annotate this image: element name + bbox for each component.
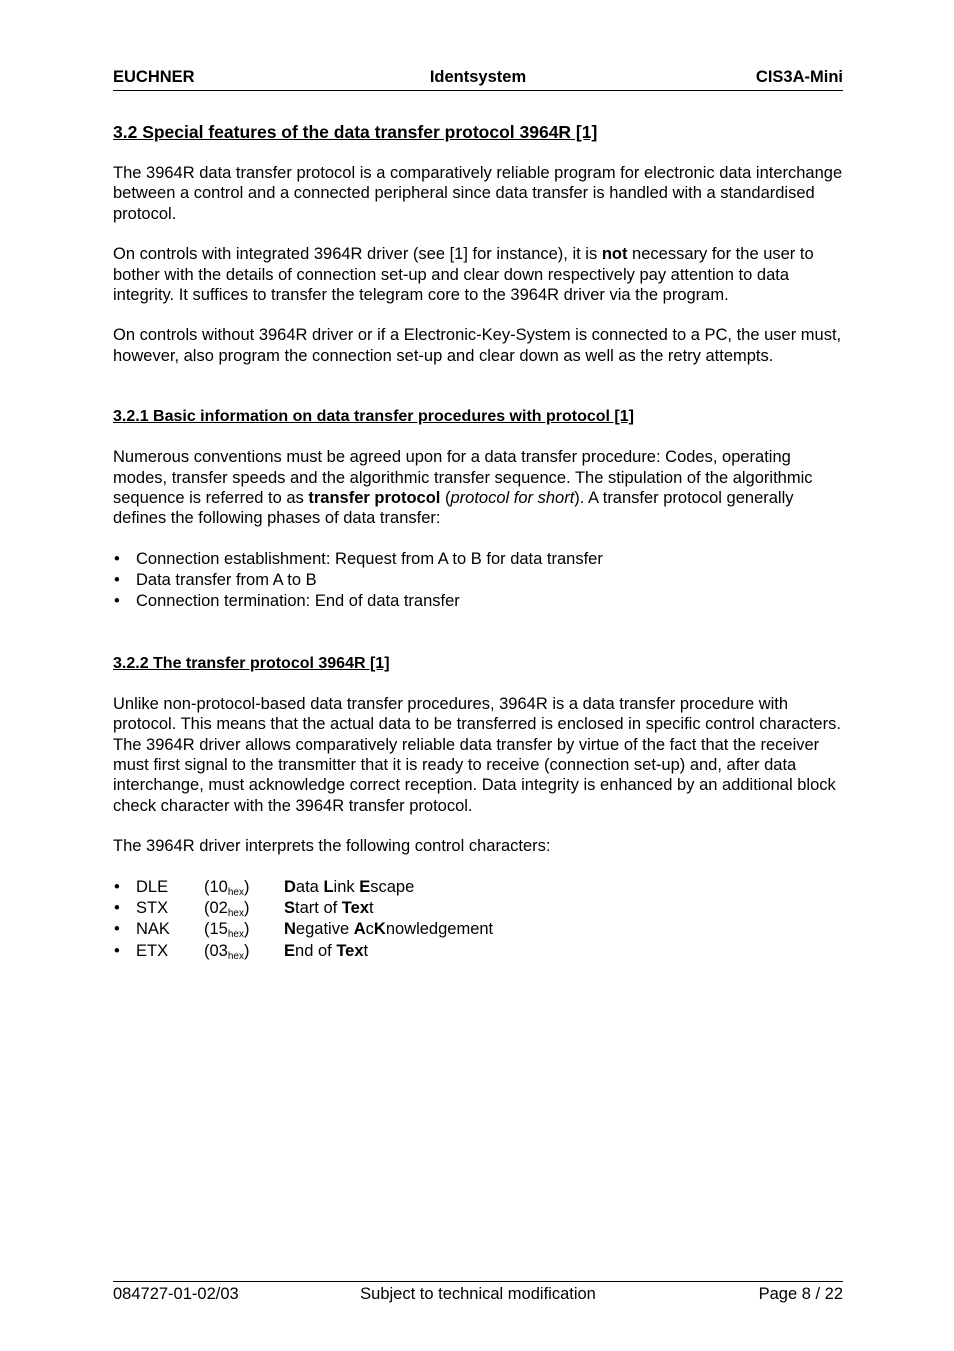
bold-letter: x — [359, 898, 370, 917]
subsection-2-paragraph-1: Unlike non-protocol-based data transfer procedures, 3964R is a data transfer procedure with protocol. This means that the actual data to be transferred is enclosed in specific control characters. The 3964R driver allows comparatively reliable data transfer by virtue of the fact that the receiver must first signal to the transmitter that it is ready to receive (connection set-up) and, after data interchange, must acknowledge correct reception. Data integrity is enhanced by an additional block check character with the 3964R transfer protocol. — [113, 694, 841, 815]
code-text: (10 — [204, 877, 228, 896]
bold-letter: x — [354, 941, 364, 960]
code-close: ) — [243, 941, 250, 960]
control-abbr: DLE — [136, 877, 169, 896]
text-span: Numerous conventions must be agreed upon for a data transfer procedure: Codes, operating modes, transfer speeds and the algorithmic transfer sequence. The stipulation of the algorithmic sequence is referred to as — [113, 448, 813, 508]
bold-letter: L — [323, 877, 334, 896]
header-product-line: Identsystem — [429, 68, 527, 86]
bold-letter: S — [284, 898, 296, 917]
bold-letter: N — [284, 920, 296, 939]
italic-text: protocol for short — [450, 489, 575, 508]
control-abbr: STX — [136, 898, 169, 917]
hex-subscript: hex — [227, 950, 244, 962]
text-span: ( — [440, 489, 451, 508]
control-meaning — [284, 942, 368, 960]
document-body — [113, 120, 848, 982]
footer-notice: Subject to technical modification — [360, 1285, 596, 1303]
control-meaning — [284, 920, 493, 938]
text-span: ). A transfer protocol generally defines the following phases of data transfer: — [113, 489, 794, 528]
text-span: t — [369, 898, 374, 917]
bold-letter: A — [353, 920, 366, 939]
hex-subscript: hex — [227, 929, 244, 941]
text-span: ink — [333, 877, 360, 896]
text-span: nowledgement — [385, 920, 494, 939]
section-paragraph-1: The 3964R data transfer protocol is a comparatively reliable program for electronic data interchange between a control and a connected peripheral since data transfer is handled with a standardised protocol. — [113, 164, 843, 223]
subsection-2-paragraph-2: The 3964R driver interprets the following control characters: — [113, 837, 551, 856]
code-text: (15 — [204, 920, 228, 939]
bold-letter: D — [284, 877, 296, 896]
phase-list — [113, 549, 848, 613]
text-span: necessary for the user to bother with the details of connection set-up and clear down respectively pay attention to data integrity. It suffices to transfer the telegram core to the 3964R driver via the program. — [113, 245, 814, 305]
section-title: 3.2 Special features of the data transfer protocol 3964R [1] — [113, 122, 598, 142]
list-item — [113, 877, 848, 898]
control-code — [204, 877, 284, 898]
hex-subscript: hex — [227, 886, 244, 898]
code-close: ) — [243, 898, 250, 917]
bold-letter: K — [373, 920, 386, 939]
code-text: (03 — [204, 941, 228, 960]
list-item: • Connection establishment: Request from A to B for data transfer — [113, 549, 848, 570]
subsection-1-title: 3.2.1 Basic information on data transfer procedures with protocol [1] — [113, 408, 634, 426]
control-meaning — [284, 878, 414, 896]
list-item: • Connection termination: End of data transfer — [113, 591, 848, 612]
subsection-1-paragraph — [113, 447, 848, 529]
text-span: scape — [370, 877, 415, 896]
text-span: tart of — [295, 898, 342, 917]
subsection-2-title: 3.2.2 The transfer protocol 3964R [1] — [113, 654, 390, 672]
header-product: CIS3A-Mini — [755, 68, 843, 86]
hex-subscript: hex — [227, 907, 244, 919]
list-item: • Data transfer from A to B — [113, 570, 848, 591]
code-text: (02 — [204, 898, 228, 917]
list-item — [113, 941, 848, 962]
list-item — [113, 898, 848, 919]
bold-letter: Te — [341, 898, 360, 917]
text-span: On controls with integrated 3964R driver (see [1] for instance), it is — [113, 245, 602, 264]
text-span: c — [365, 920, 374, 939]
bold-letter: E — [284, 941, 296, 960]
control-meaning — [284, 899, 374, 917]
text-span: ata — [295, 877, 324, 896]
text-span: egative — [295, 920, 354, 939]
code-close: ) — [243, 877, 250, 896]
control-character-list — [113, 877, 848, 962]
control-code — [204, 898, 284, 919]
page-header — [113, 67, 843, 91]
header-company: EUCHNER — [113, 68, 195, 86]
footer-doc-number: 084727-01-02/03 — [113, 1285, 239, 1303]
section-paragraph-3: On controls without 3964R driver or if a Electronic-Key-System is connected to a PC, the user must, however, also program the connection set-up and clear down as well as the retry attempts. — [113, 326, 842, 365]
text-span: nd of — [295, 941, 337, 960]
code-close: ) — [243, 920, 250, 939]
control-abbr: ETX — [136, 941, 169, 960]
bold-text: not — [601, 245, 628, 264]
bold-letter: E — [359, 877, 371, 896]
control-abbr: NAK — [136, 920, 170, 939]
page-footer — [113, 1281, 843, 1309]
bold-letter: Te — [336, 941, 355, 960]
bold-text: transfer protocol — [308, 489, 441, 508]
control-code — [204, 941, 284, 962]
section-paragraph-2 — [113, 244, 848, 305]
control-code — [204, 919, 284, 940]
page-number: Page 8 / 22 — [758, 1285, 843, 1303]
list-item — [113, 919, 848, 940]
text-span: t — [363, 941, 369, 960]
